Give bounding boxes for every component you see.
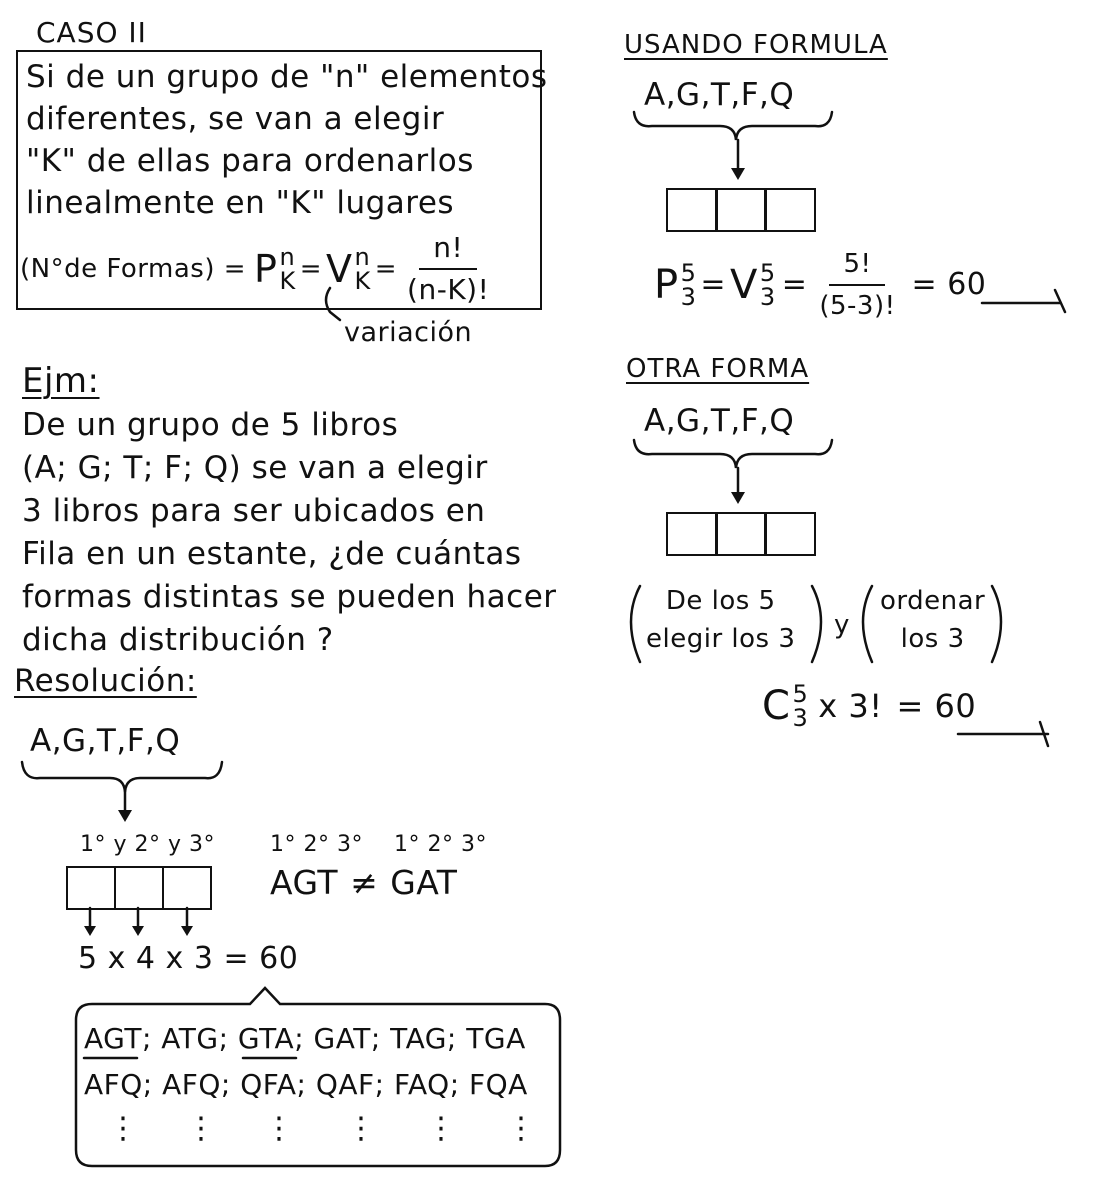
example-line-1: De un grupo de 5 libros (22, 407, 399, 443)
resolucion-arrowhead (118, 810, 132, 822)
usando-numerator: 5! (829, 244, 885, 286)
usando-set: A,G,T,F,Q (644, 77, 795, 113)
resolucion-brace (22, 762, 222, 792)
otra-arrowhead (731, 492, 745, 504)
otra-set: A,G,T,F,Q (644, 403, 795, 439)
otra-c-n: 5 (792, 680, 809, 708)
formula-lhs: (N°de Formas) = (20, 254, 247, 284)
otra-c: C (762, 683, 791, 729)
paren1-line-2: elegir los 3 (646, 624, 796, 654)
usando-eq-1: = (700, 267, 727, 302)
paren1-right (812, 586, 821, 662)
example-line-3: 3 libros para ser ubicados en (22, 493, 486, 529)
dots-6: ⋮ (506, 1111, 537, 1146)
formula-eq-1: = (299, 254, 322, 284)
cell-arrowhead-1 (84, 926, 96, 936)
otra-brace (634, 440, 832, 468)
positions-agt: 1° 2° 3° (270, 832, 363, 857)
paren2-line-2: los 3 (900, 624, 965, 654)
definition-line-3: "K" de ellas para ordenarlos (26, 143, 474, 179)
otra-y: y (834, 610, 850, 640)
example-label: Ejm: (22, 361, 100, 401)
definition-formula (20, 228, 495, 310)
cell-3 (162, 866, 212, 910)
formula-fraction (407, 228, 489, 310)
formula-p: P (254, 247, 278, 291)
paren2-line-1: ordenar (880, 586, 986, 616)
usando-result-mark (1055, 290, 1065, 312)
usando-denominator: (5-3)! (819, 291, 896, 321)
definition-line-4: linealmente en "K" lugares (26, 185, 455, 221)
otra-formula (762, 682, 976, 730)
otra-label: OTRA FORMA (626, 354, 810, 384)
example-line-5: formas distintas se pueden hacer (22, 579, 557, 615)
resolucion-set: A,G,T,F,Q (30, 723, 181, 759)
usando-eq-2: = (781, 267, 808, 302)
formula-v-k: K (354, 267, 371, 295)
example-text (22, 404, 557, 662)
usando-label: USANDO FORMULA (624, 30, 888, 60)
dots-2: ⋮ (186, 1111, 217, 1146)
formula-p-k: K (279, 267, 296, 295)
usando-p: P (654, 262, 679, 308)
otra-cell-3 (764, 512, 816, 556)
paren1-text (646, 582, 795, 658)
usando-v-k: 3 (759, 283, 776, 311)
paren2-text (880, 582, 985, 658)
otra-result: = 60 (896, 687, 977, 725)
usando-result: = 60 (911, 267, 987, 302)
agt-neq-gat (270, 862, 457, 904)
usando-cell-2 (715, 188, 767, 232)
definition-line-1: Si de un grupo de "n" elementos (26, 59, 548, 95)
cell-2 (114, 866, 164, 910)
formula-v: V (326, 247, 353, 291)
dots-3: ⋮ (264, 1111, 295, 1146)
dots-4: ⋮ (346, 1111, 377, 1146)
usando-p-n: 5 (680, 259, 697, 287)
otra-cell-2 (715, 512, 767, 556)
example-line-4: Fila en un estante, ¿de cuántas (22, 536, 522, 572)
usando-v-n: 5 (759, 259, 776, 287)
resolucion-label: Resolución: (14, 663, 197, 699)
formula-eq-2: = (374, 254, 398, 284)
caso-title: CASO II (36, 16, 147, 49)
product-expression: 5 x 4 x 3 = 60 (78, 941, 299, 976)
paren2-right (992, 586, 1001, 662)
usando-fraction (819, 244, 895, 326)
permutation-row-1: AGT; ATG; GTA; GAT; TAG; TGA (84, 1022, 526, 1055)
variacion-label: variación (344, 317, 473, 348)
example-line-2: (A; G; T; F; Q) se van a elegir (22, 450, 488, 486)
cell-1 (66, 866, 116, 910)
formula-denominator: (n-K)! (407, 273, 490, 306)
usando-arrowhead (731, 168, 745, 180)
agt-text: AGT (270, 863, 339, 902)
paren1-line-1: De los 5 (665, 586, 776, 616)
positions-gat: 1° 2° 3° (394, 832, 487, 857)
formula-v-n: n (354, 243, 371, 271)
dots-5: ⋮ (426, 1111, 457, 1146)
formula-p-n: n (279, 243, 296, 271)
otra-cell-1 (666, 512, 718, 556)
gat-text: GAT (390, 863, 458, 902)
cell-arrowhead-2 (132, 926, 144, 936)
permutation-row-2: AFQ; AFQ; QFA; QAF; FAQ; FQA (84, 1068, 528, 1101)
usando-p-k: 3 (680, 283, 697, 311)
definition-text (26, 56, 548, 224)
otra-times: x 3! (818, 687, 883, 725)
usando-cell-1 (666, 188, 718, 232)
usando-brace (634, 112, 832, 140)
usando-cell-3 (764, 188, 816, 232)
otra-c-k: 3 (792, 704, 809, 732)
paren2-left (863, 586, 872, 662)
resolucion-positions: 1° y 2° y 3° (80, 832, 216, 857)
cell-arrowhead-3 (181, 926, 193, 936)
usando-v: V (730, 262, 758, 308)
neq-symbol: ≠ (350, 863, 379, 902)
example-line-6: dicha distribución ? (22, 622, 334, 658)
usando-formula (654, 244, 986, 326)
formula-numerator: n! (419, 228, 477, 270)
paren1-left (631, 586, 640, 662)
definition-line-2: diferentes, se van a elegir (26, 101, 445, 137)
dots-1: ⋮ (108, 1111, 139, 1146)
